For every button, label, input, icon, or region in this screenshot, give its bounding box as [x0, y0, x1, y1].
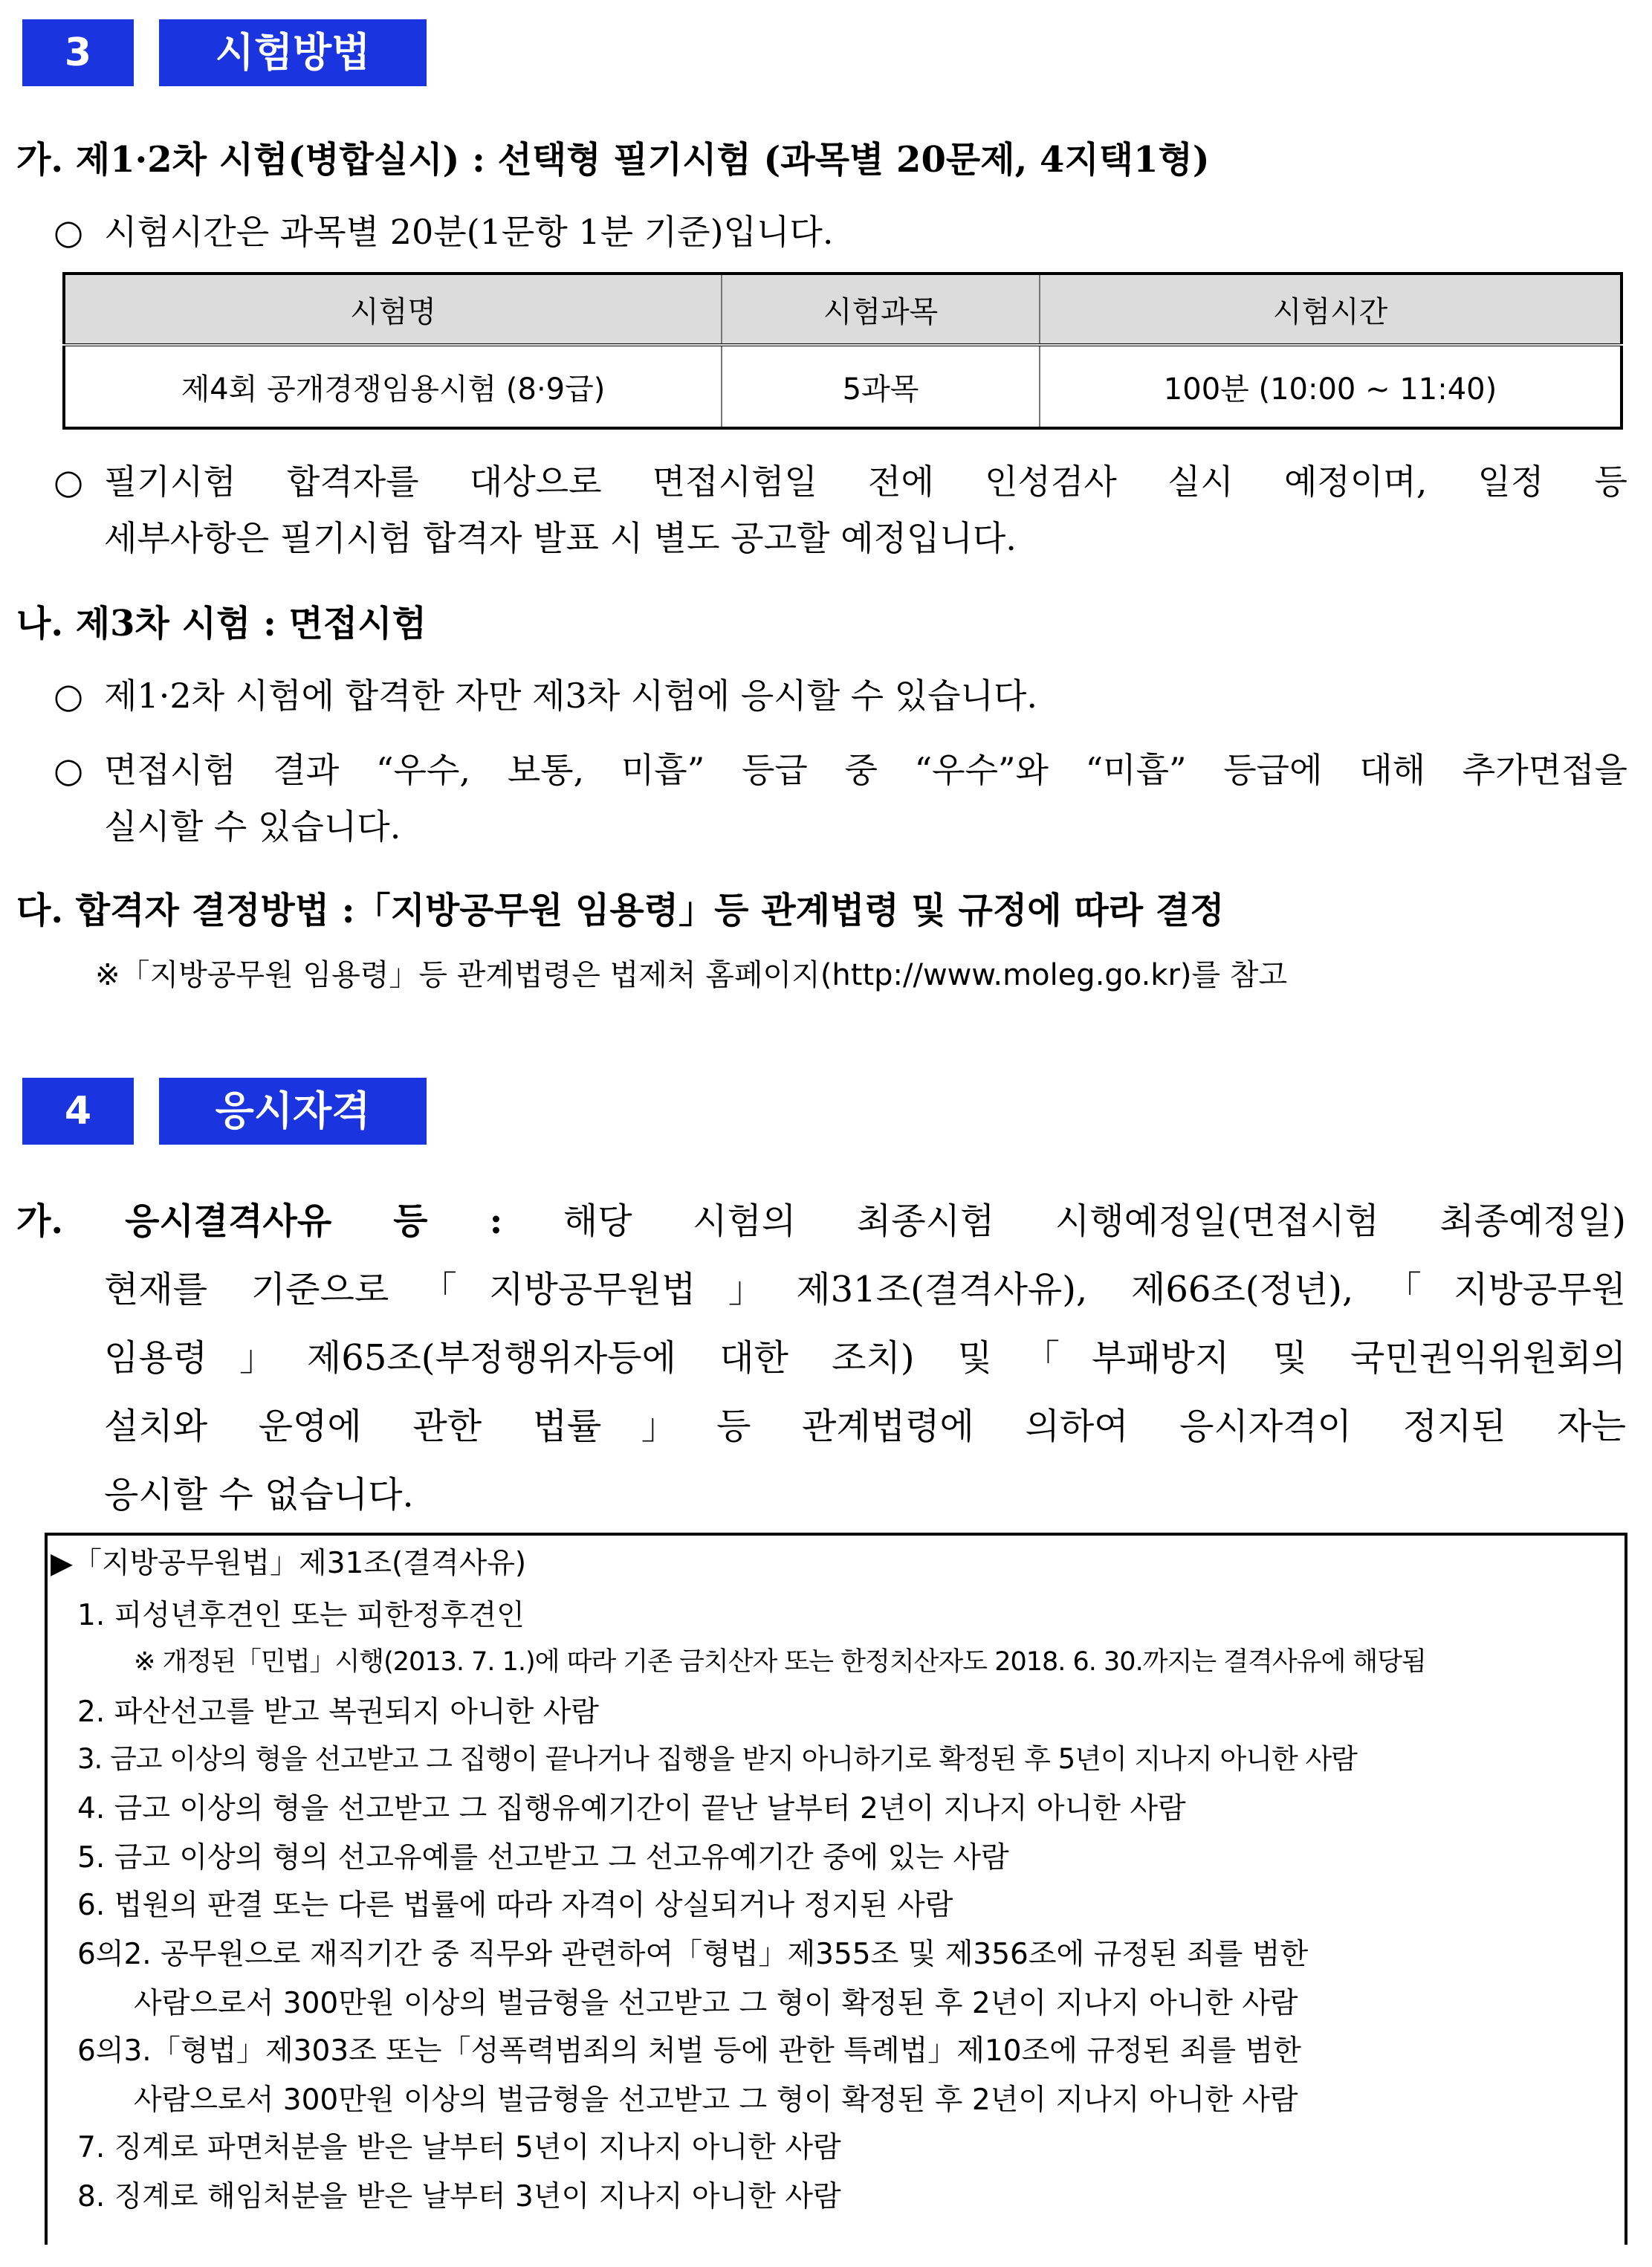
- list-item: 3. 금고 이상의 형을 선고받고 그 집행이 끝나거나 집행을 받지 아니하기로 확정된 후 5년이 지나지 아니한 사람: [77, 1743, 1357, 1775]
- aptitude-test-note-cont: 세부사항은 필기시험 합격자 발표 시 별도 공고할 예정입니다.: [104, 518, 1017, 558]
- section-number-badge: 4: [22, 1078, 134, 1145]
- paragraph-line: 임용령」제65조(부정행위자등에 대한 조치) 및「부패방지 및 국민권익위원회의: [104, 1337, 1626, 1379]
- list-item: 6의3.「형법」제303조 또는「성폭력범죄의 처벌 등에 관한 특례법」제10조에 규정된 죄를 범한: [77, 2034, 1301, 2068]
- exam-method-heading-b: 나. 제3차 시험 : 면접시험: [16, 603, 427, 644]
- disqualification-label: 가. 응시결격사유 등 :: [16, 1200, 503, 1242]
- note-line: 필기시험 합격자를 대상으로 면접시험일 전에 인성검사 실시 예정이며, 일정 등: [104, 462, 1627, 502]
- paragraph-line: 해당 시험의 최종시험 시행예정일(면접시험 최종예정일): [563, 1200, 1626, 1242]
- list-item: 5. 금고 이상의 형의 선고유예를 선고받고 그 선고유예기간 중에 있는 사람: [77, 1841, 1009, 1875]
- paragraph-line: 현재를 기준으로「지방공무원법」제31조(결격사유), 제66조(정년),「지방공무원: [104, 1269, 1626, 1310]
- exam-time-bullet: [54, 205, 833, 254]
- section-number-badge: 3: [22, 19, 134, 86]
- section-title-badge: 응시자격: [159, 1078, 427, 1145]
- paragraph-line: 응시할 수 없습니다.: [104, 1474, 414, 1516]
- list-item: 4. 금고 이상의 형을 선고받고 그 집행유예기간이 끝난 날부터 2년이 지나지 아니한 사람: [77, 1792, 1186, 1825]
- bullet-text: 시험시간은 과목별 20분(1문항 1분 기준)입니다.: [104, 212, 834, 252]
- list-item: 2. 파산선고를 받고 복권되지 아니한 사람: [77, 1695, 599, 1729]
- table-header: 시험과목: [722, 274, 1040, 345]
- table-cell: 5과목: [722, 345, 1040, 428]
- exam-method-heading-c: 다. 합격자 결정방법 :「지방공무원 임용령」등 관계법령 및 규정에 따라 결정: [16, 890, 1225, 931]
- list-item: 1. 피성년후견인 또는 피한정후견인: [77, 1599, 525, 1632]
- exam-schedule-table: [62, 272, 1623, 430]
- law-reference-note: ※「지방공무원 임용령」등 관계법령은 법제처 홈페이지(http://www.moleg.go.kr)를 참고: [95, 958, 1288, 992]
- bullet-text: 제1·2차 시험에 합격한 자만 제3차 시험에 응시할 수 있습니다.: [104, 676, 1038, 716]
- box-title: ▶「지방공무원법」제31조(결격사유): [51, 1547, 527, 1580]
- table-row: [64, 345, 1622, 428]
- table-header: 시험시간: [1040, 274, 1622, 345]
- list-item: 7. 징계로 파면처분을 받은 날부터 5년이 지나지 아니한 사람: [77, 2131, 841, 2164]
- bullet-circle-icon: ○: [54, 676, 84, 716]
- section-title-badge: 시험방법: [159, 19, 427, 86]
- aptitude-test-note: [54, 455, 1627, 504]
- list-item-note: ※ 개정된「민법」시행(2013. 7. 1.)에 따라 기존 금치산자 또는 한정치산자도 2018. 6. 30.까지는 결격사유에 해당됨: [134, 1647, 1426, 1677]
- bullet-circle-icon: ○: [54, 750, 84, 790]
- bullet-text: 면접시험 결과 “우수, 보통, 미흡” 등급 중 “우수”와 “미흡” 등급에 대해 추가면접을: [104, 750, 1627, 790]
- interview-grade-bullet-cont: 실시할 수 있습니다.: [104, 806, 401, 847]
- table-header: 시험명: [64, 274, 722, 345]
- bullet-circle-icon: ○: [54, 212, 84, 252]
- list-item: 6. 법원의 판결 또는 다른 법률에 따라 자격이 상실되거나 정지된 사람: [77, 1889, 953, 1922]
- list-item: 6의2. 공무원으로 재직기간 중 직무와 관련하여「형법」제355조 및 제356조에 규정된 죄를 범한: [77, 1938, 1309, 1971]
- exam-method-heading-a: 가. 제1·2차 시험(병합실시) : 선택형 필기시험 (과목별 20문제, 4지택1형): [16, 139, 1210, 181]
- bullet-circle-icon: ○: [54, 462, 84, 502]
- interview-grade-bullet: [54, 743, 1627, 792]
- table-cell: 100분 (10:00 ~ 11:40): [1040, 345, 1622, 428]
- table-cell: 제4회 공개경쟁임용시험 (8·9급): [64, 345, 722, 428]
- interview-eligibility-bullet: [54, 669, 1037, 718]
- list-item-cont: 사람으로서 300만원 이상의 벌금형을 선고받고 그 형이 확정된 후 2년이 지나지 아니한 사람: [134, 2083, 1298, 2117]
- paragraph-line: 설치와 운영에 관한 법률」등 관계법령에 의하여 응시자격이 정지된 자는: [104, 1406, 1626, 1447]
- list-item-cont: 사람으로서 300만원 이상의 벌금형을 선고받고 그 형이 확정된 후 2년이 지나지 아니한 사람: [134, 1987, 1298, 2020]
- list-item: 8. 징계로 해임처분을 받은 날부터 3년이 지나지 아니한 사람: [77, 2180, 841, 2213]
- disqualification-paragraph: [16, 1192, 1626, 1244]
